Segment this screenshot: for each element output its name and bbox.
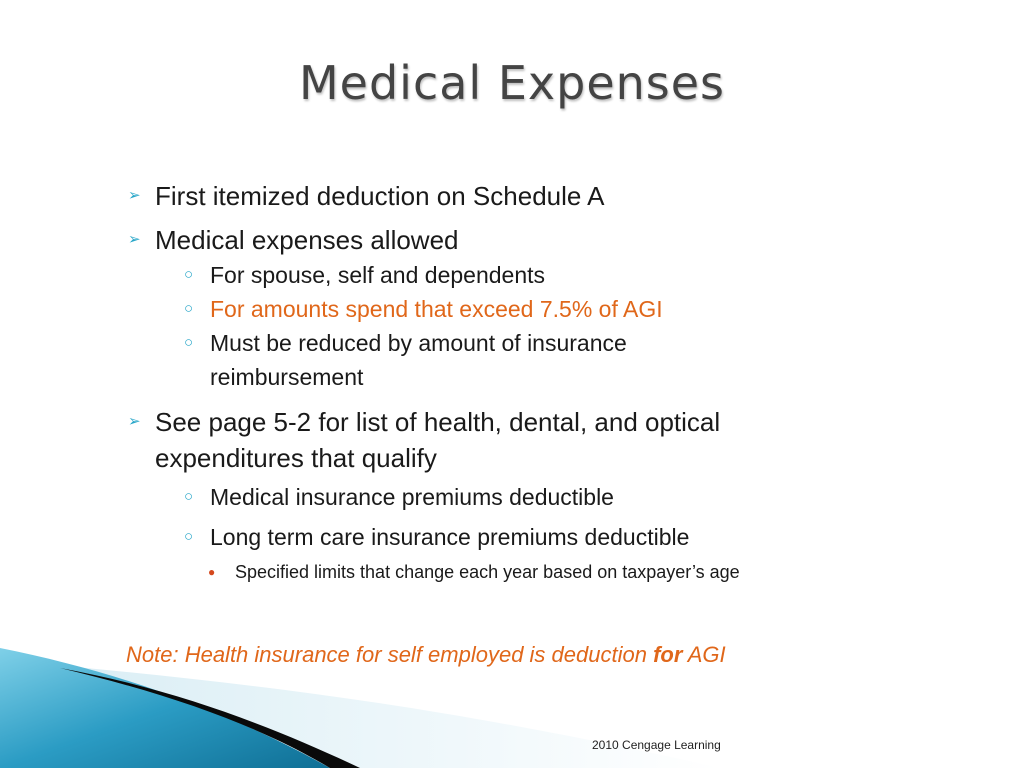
- sub-bullet-item: [184, 520, 888, 554]
- bullet-text: Medical expenses allowed: [155, 225, 459, 255]
- slide-title: Medical Expenses: [298, 56, 726, 110]
- sub-bullet-item: [184, 480, 888, 514]
- bullet-item: [128, 178, 888, 214]
- ring-icon: ○: [184, 488, 194, 505]
- bullet-item: [128, 404, 875, 476]
- bullet-text: See page 5-2 for list of health, dental, and optical expenditures that qualify: [155, 407, 721, 473]
- bullet-item: [128, 222, 888, 258]
- sub-bullet-text: For amounts spend that exceed 7.5% of AGI: [210, 296, 663, 322]
- dot-icon: ●: [208, 565, 216, 579]
- ring-icon: ○: [184, 528, 194, 545]
- arrowhead-icon: ➢: [128, 187, 141, 204]
- ring-icon: ○: [184, 300, 194, 317]
- note-suffix: AGI: [682, 642, 726, 667]
- note-prefix: Note: Health insurance for self employed is deduction: [126, 642, 654, 667]
- sub-bullet-item: [184, 326, 770, 394]
- arrowhead-icon: ➢: [128, 231, 141, 248]
- bullet-list: [128, 178, 888, 588]
- sub-bullet-text: Must be reduced by amount of insurance reimbursement: [210, 330, 627, 390]
- sub-bullet-text: For spouse, self and dependents: [210, 262, 546, 288]
- sub-bullet-item: [184, 292, 888, 326]
- sub-bullet-text: Long term care insurance premiums deductible: [210, 524, 690, 550]
- ring-icon: ○: [184, 266, 194, 283]
- bullet-text: First itemized deduction on Schedule A: [155, 181, 605, 211]
- note-text: [126, 642, 726, 668]
- sub-bullet-item: [184, 258, 888, 292]
- arrowhead-icon: ➢: [128, 413, 141, 430]
- ring-icon: ○: [184, 334, 194, 351]
- note-emphasis: for: [653, 642, 683, 667]
- detail-bullet-text: Specified limits that change each year based on taxpayer’s age: [235, 562, 740, 582]
- footer-credit: 2010 Cengage Learning: [592, 738, 721, 752]
- detail-bullet-item: [208, 556, 888, 588]
- sub-bullet-text: Medical insurance premiums deductible: [210, 484, 614, 510]
